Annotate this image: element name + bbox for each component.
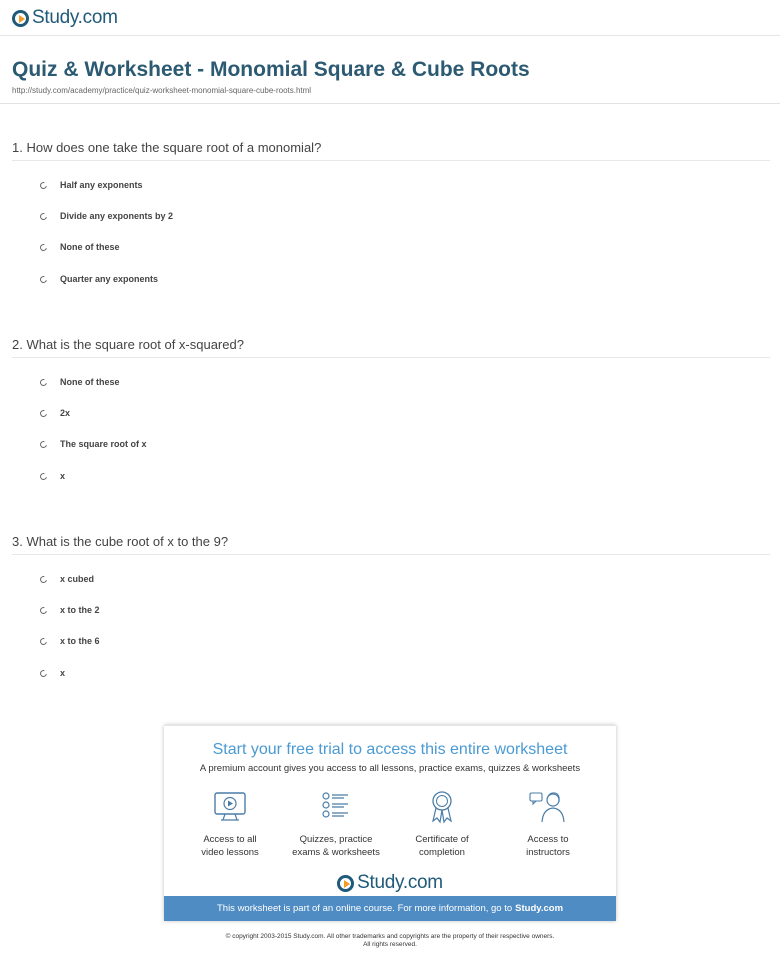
quiz-list-icon <box>318 790 354 824</box>
answer-option[interactable] <box>40 636 100 646</box>
promo-headline[interactable]: Start your free trial to access this entire worksheet <box>212 741 568 758</box>
radio-icon[interactable] <box>39 574 49 584</box>
promo-subhead: A premium account gives you access to all lessons, practice exams, quizzes & worksheets <box>199 763 581 774</box>
study-logo[interactable] <box>12 7 118 29</box>
course-info-bar <box>164 896 616 921</box>
option-label: x to the 2 <box>60 605 100 615</box>
feature-label: Quizzes, practice exams & worksheets <box>292 834 380 858</box>
radio-icon[interactable] <box>39 180 49 190</box>
radio-icon[interactable] <box>39 377 49 387</box>
header-divider <box>0 35 780 36</box>
radio-icon[interactable] <box>39 439 49 449</box>
course-info-text: This worksheet is part of an online course. For more information, go to <box>216 903 513 914</box>
page-title: Quiz & Worksheet - Monomial Square & Cube Roots <box>12 58 530 81</box>
free-trial-promo <box>164 725 616 921</box>
feature-video-lessons <box>175 790 285 859</box>
feature-certificate <box>387 790 497 859</box>
brand-name: Study.com <box>357 872 443 893</box>
option-label: x to the 6 <box>60 636 100 646</box>
radio-icon[interactable] <box>39 408 49 418</box>
answer-option[interactable] <box>40 605 100 615</box>
answer-option[interactable] <box>40 668 65 678</box>
question-2: 2. What is the square root of x-squared? <box>12 337 244 352</box>
answer-option[interactable] <box>40 471 65 481</box>
answer-option[interactable] <box>40 211 173 221</box>
question-divider <box>12 554 770 555</box>
answer-option[interactable] <box>40 274 158 284</box>
feature-label: Access to instructors <box>526 834 570 858</box>
answer-option[interactable] <box>40 408 70 418</box>
instructor-icon <box>528 790 568 824</box>
title-divider <box>0 103 780 104</box>
answer-option[interactable] <box>40 439 147 449</box>
answer-option[interactable] <box>40 242 120 252</box>
question-3: 3. What is the cube root of x to the 9? <box>12 534 229 549</box>
radio-icon[interactable] <box>39 274 49 284</box>
copyright-notice: © copyright 2003-2015 Study.com. All other trademarks and copyrights are the property of their respective owners. All rights reserved. <box>225 933 555 948</box>
radio-icon[interactable] <box>39 668 49 678</box>
option-label: 2x <box>60 408 71 418</box>
study-link[interactable]: Study.com <box>515 903 564 914</box>
feature-label: Certificate of completion <box>415 834 469 858</box>
radio-icon[interactable] <box>39 211 49 221</box>
radio-icon[interactable] <box>39 242 49 252</box>
page-url[interactable]: http://study.com/academy/practice/quiz-worksheet-monomial-square-cube-roots.html <box>12 86 312 95</box>
radio-icon[interactable] <box>39 471 49 481</box>
video-lesson-icon <box>212 790 248 824</box>
answer-option[interactable] <box>40 180 143 190</box>
option-label: Quarter any exponents <box>60 274 159 284</box>
certificate-icon <box>424 790 460 824</box>
option-label: x cubed <box>60 574 95 584</box>
answer-option[interactable] <box>40 574 94 584</box>
feature-label: Access to all video lessons <box>201 834 259 858</box>
option-label: None of these <box>60 242 120 252</box>
promo-study-logo[interactable] <box>164 872 616 894</box>
radio-icon[interactable] <box>39 605 49 615</box>
option-label: Divide any exponents by 2 <box>60 211 174 221</box>
option-label: Half any exponents <box>60 180 143 190</box>
question-divider <box>12 160 770 161</box>
radio-icon[interactable] <box>39 636 49 646</box>
option-label: The square root of x <box>60 439 147 449</box>
option-label: None of these <box>60 377 120 387</box>
brand-name: Study.com <box>32 7 118 28</box>
feature-instructors <box>493 790 603 859</box>
question-1: 1. How does one take the square root of a monomial? <box>12 140 322 155</box>
question-divider <box>12 357 770 358</box>
answer-option[interactable] <box>40 377 120 387</box>
play-logo-icon <box>337 875 354 892</box>
play-logo-icon <box>12 10 29 27</box>
option-label: x <box>60 668 66 678</box>
option-label: x <box>60 471 66 481</box>
feature-quizzes <box>281 790 391 859</box>
